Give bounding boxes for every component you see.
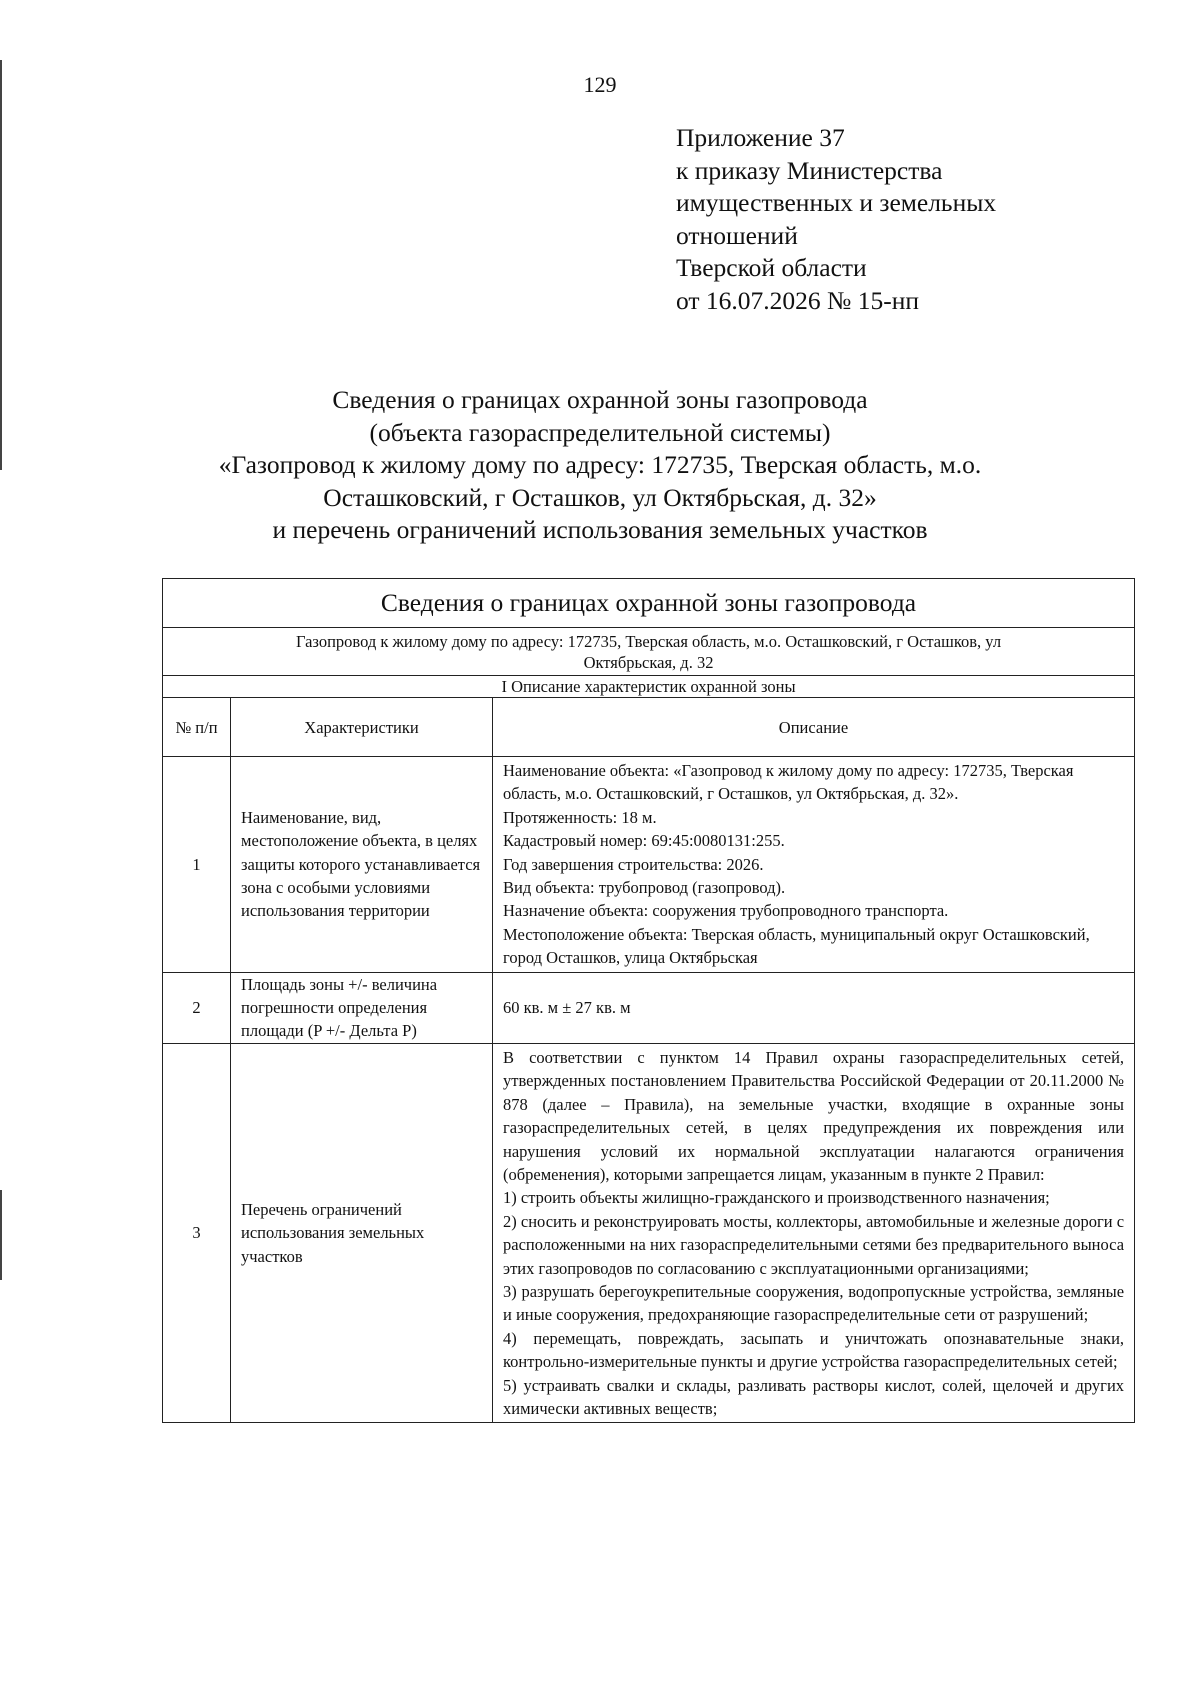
row-description [493,972,1135,1043]
row-num: 1 [163,757,231,973]
zone-table [162,578,1135,1423]
header-num: № п/п [163,698,231,757]
title-line: «Газопровод к жилому дому по адресу: 172735, Тверская область, м.о. [218,450,982,479]
desc-paragraph: Протяженность: 18 м. [503,807,657,827]
row-description [493,1043,1135,1423]
scan-margin-mark [0,1190,2,1280]
row-characteristic: Перечень ограничений использования земельных участков [231,1043,493,1423]
desc-paragraph: 3) разрушать берегоукрепительные сооружения, водопропускные устройства, земляные и иные сооружения, предохраняющие газораспределительные сети от разрушений; [503,1281,1125,1325]
row-description [493,757,1135,973]
desc-paragraph: Год завершения строительства: 2026. [503,854,764,874]
title-line: и перечень ограничений использования земельных участков [272,515,928,544]
row-num: 2 [163,972,231,1043]
table-row [163,757,1135,973]
row-characteristic: Наименование, вид, местоположение объекта, в целях защиты которого устанавливается зона с особыми условиями использования территории [231,757,493,973]
desc-paragraph: Наименование объекта: «Газопровод к жилому дому по адресу: 172735, Тверская область, м.о. Осташковский, г Осташков, ул Октябрьская, д. 32». [503,761,1074,804]
table-object-name [163,628,1135,676]
document-title [100,384,1100,547]
object-line: Газопровод к жилому дому по адресу: 172735, Тверская область, м.о. Осташковский, г Осташков, ул [295,631,1002,651]
desc-paragraph: В соответствии с пунктом 14 Правил охраны газораспределительных сетей, утвержденных постановлением Правительства Российской Федерации от 20.11.2000 № 878 (далее – Правила), на земельные участки, входящие в охранные зоны газораспределительных сетей, в целях предупреждения их повреждения или нарушения условий их нормальной эксплуатации налагаются ограничения (обременения), которыми запрещается лицам, указанным в пункте 2 Правил: [503,1047,1125,1184]
desc-paragraph: Кадастровый номер: 69:45:0080131:255. [503,831,785,851]
appendix-line: имущественных и земельных [676,188,997,217]
appendix-line: Приложение 37 [676,123,845,152]
page-number: 129 [583,72,617,97]
desc-paragraph: Местоположение объекта: Тверская область, муниципальный округ Осташковский, город Осташков, улица Октябрьская [503,924,1090,968]
title-line: (объекта газораспределительной системы) [369,417,831,447]
desc-paragraph: Вид объекта: трубопровод (газопровод). [503,878,786,898]
appendix-line: Тверской области [676,253,867,282]
object-line: Октябрьская, д. 32 [583,652,714,672]
desc-paragraph: 5) устраивать свалки и склады, разливать растворы кислот, солей, щелочей и других химически активных веществ; [503,1375,1125,1418]
desc-paragraph: 1) строить объекты жилищно-гражданского и производственного назначения; [503,1188,1050,1208]
desc-paragraph: 2) сносить и реконструировать мосты, коллекторы, автомобильные и железные дороги с расположенными на них газораспределительными сетями без предварительного выноса этих газопроводов по согласованию с эксплуатационными организациями; [503,1211,1125,1278]
appendix-line: к приказу Министерства [676,155,943,185]
table-row [163,972,1135,1043]
desc-paragraph: 60 кв. м ± 27 кв. м [503,998,631,1018]
title-line: Осташковский, г Осташков, ул Октябрьская, д. 32» [323,482,877,512]
scan-margin-mark [0,60,2,470]
table-section-title: I Описание характеристик охранной зоны [163,676,1135,698]
table-row [163,1043,1135,1423]
appendix-line: от 16.07.2026 № 15-нп [676,285,920,315]
title-line: Сведения о границах охранной зоны газопровода [332,385,868,414]
desc-paragraph: 4) перемещать, повреждать, засыпать и уничтожать опознавательные знаки, контрольно-измерительные пункты и другие устройства газораспределительных сетей; [503,1328,1125,1372]
row-characteristic: Площадь зоны +/- величина погрешности определения площади (P +/- Дельта P) [231,972,493,1043]
header-description: Описание [493,698,1135,757]
row-num: 3 [163,1043,231,1423]
table-header-row [163,698,1135,757]
appendix-line: отношений [676,220,798,250]
header-characteristics: Характеристики [231,698,493,757]
table-main-title: Сведения о границах охранной зоны газопровода [163,579,1135,628]
appendix-block [676,122,996,317]
desc-paragraph: Назначение объекта: сооружения трубопроводного транспорта. [503,901,949,921]
